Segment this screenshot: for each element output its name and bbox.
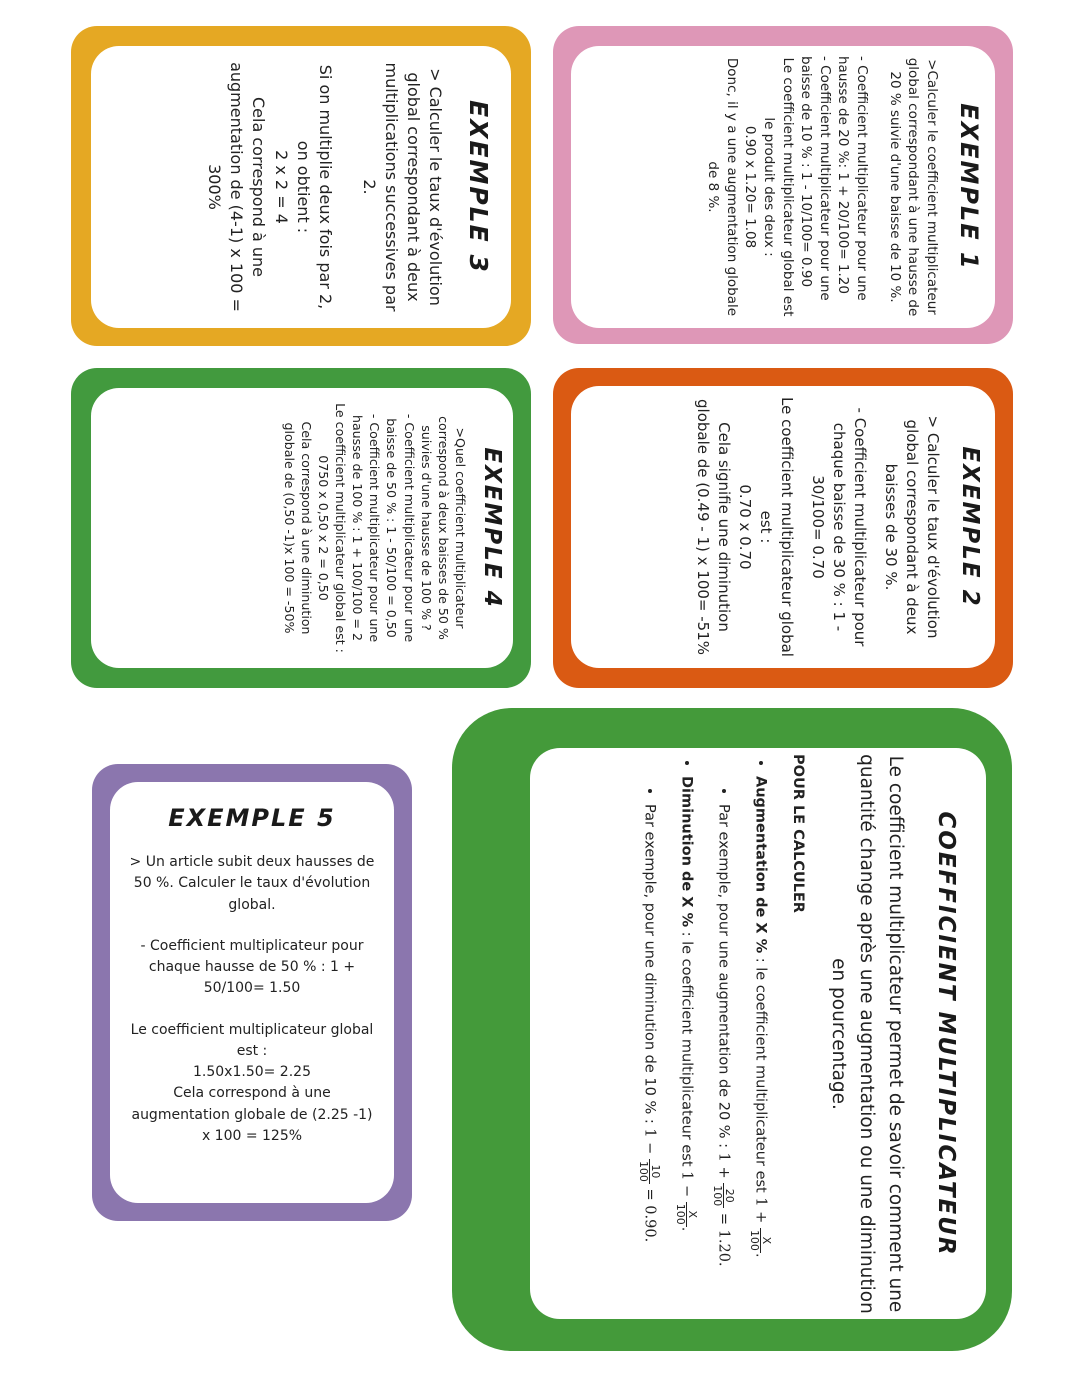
card-exemple-2-content xyxy=(577,395,989,659)
exemple-5-line: Cela correspond à une augmentation globale de (2.25 -1) x 100 = 125% xyxy=(131,1085,373,1144)
card-exemple-4-content xyxy=(97,398,507,658)
exemple-1-line: 0.90 x 1.20= 1.08 xyxy=(742,125,759,249)
exemple-1-line: - Coefficient multiplicateur pour une baisse de 10 % : 1 - 10/100= 0.90 xyxy=(798,56,833,301)
exemple-1-line: Donc, il y a une augmentation globale de 8 %. xyxy=(705,57,740,317)
exemple-4-line: - Coefficient multiplicateur pour une hausse de 100 % : 1 + 100/100 = 2 xyxy=(350,413,383,643)
exemple-5-line: > Un article subit deux hausses de 50 %. Calculer le taux d'évolution global. xyxy=(129,854,375,913)
card-exemple-2 xyxy=(553,368,1013,688)
exemple-1-line: Le coefficient multiplicateur global est le produit des deux : xyxy=(761,57,796,317)
fraction-numerator: X xyxy=(686,1201,698,1226)
fraction-numerator: 10 xyxy=(649,1158,661,1183)
card-exemple-3-inner xyxy=(91,46,511,328)
card-exemple-5-inner xyxy=(110,782,394,1203)
augmentation-example-result: = 1.20. xyxy=(715,1212,732,1267)
exemple-1-line: >Calculer le coefficient multiplicateur global correspondant à une hausse de 20 % suivie d'une baisse de 10 %. xyxy=(886,57,940,317)
exemple-1-title: EXEMPLE 1 xyxy=(955,103,983,271)
exemple-4-line: - Coefficient multiplicateur pour une baisse de 50 % : 1 - 50/100 = 0,50 xyxy=(384,413,417,643)
fraction-numerator: X xyxy=(760,1227,772,1252)
fraction-denominator: 100 xyxy=(637,1160,651,1182)
card-exemple-1-content xyxy=(577,56,989,318)
card-coefficient-multiplicateur xyxy=(452,708,1012,1351)
exemple-4-line: Le coefficient multiplicateur global est : xyxy=(333,403,349,653)
exemple-2-title: EXEMPLE 2 xyxy=(957,446,983,608)
exemple-4-line: Cela correspond à une diminution globale de (0,50 -1)x 100 = -50% xyxy=(281,421,314,635)
diminution-label: Diminution de X % xyxy=(678,775,695,927)
diminution-formula: 1 − xyxy=(678,1170,695,1197)
card-exemple-3-content xyxy=(101,56,501,318)
diminution-example-text: Par exemple, pour une diminution de 10 % : xyxy=(641,803,658,1128)
exemple-4-title: EXEMPLE 4 xyxy=(479,447,505,609)
exemple-2-line: Cela signifie une diminution globale de (0.49 - 1) x 100= -51% xyxy=(694,399,733,655)
exemple-5-line: Le coefficient multiplicateur global est : xyxy=(130,1021,374,1059)
fraction-denominator: 100 xyxy=(711,1184,725,1206)
card-main-content xyxy=(533,754,983,1314)
exemple-2-line: Le coefficient multiplicateur global est : xyxy=(757,397,796,657)
card-exemple-1-inner xyxy=(571,46,995,328)
diminution-text: : le coefficient multiplicateur est xyxy=(678,926,695,1171)
augmentation-label: Augmentation de X % xyxy=(752,775,769,953)
main-title: COEFFICIENT MULTIPLICATEUR xyxy=(933,810,959,1257)
diminution-example-formula: 1 − xyxy=(641,1127,658,1154)
calc-heading: POUR LE CALCULER xyxy=(789,753,806,913)
card-exemple-4 xyxy=(71,368,531,688)
diminution-fraction xyxy=(675,1201,698,1226)
main-intro: Le coefficient multiplicateur permet de savoir comment une quantité change après une augmentation ou une diminution en pourcentage. xyxy=(827,753,906,1314)
diminution-example-fraction xyxy=(638,1158,661,1183)
exemple-4-line: 0750 x 0,50 x 2 = 0,50 xyxy=(316,455,331,601)
exemple-2-line: > Calculer le taux d'évolution global correspondant à deux baisses de 30 %. xyxy=(882,415,942,639)
exemple-5-line xyxy=(126,1000,378,1020)
card-exemple-4-inner xyxy=(91,388,513,668)
diminution-example-result: = 0.90. xyxy=(641,1188,658,1242)
fraction-denominator: 100 xyxy=(674,1203,688,1225)
exemple-5-line: 1.50x1.50= 2.25 xyxy=(193,1064,311,1081)
exemple-3-line: > Calculer le taux d'évolution global correspondant à deux multiplications successives par 2. xyxy=(359,62,445,312)
exemple-1-line: - Coefficient multiplicateur pour une hausse de 20 %: 1 + 20/100= 1.20 xyxy=(835,56,871,301)
card-exemple-3 xyxy=(71,26,531,346)
card-exemple-5 xyxy=(92,764,412,1221)
card-main-inner xyxy=(530,748,986,1319)
exemple-1-line xyxy=(871,56,885,318)
exemple-3-line: Si on multiplie deux fois par 2, on obtient : xyxy=(293,64,335,310)
fraction-numerator: 20 xyxy=(723,1183,735,1208)
exemple-5-title: EXEMPLE 5 xyxy=(168,804,336,832)
diminution-rule: • Diminution de X % : le coefficient multiplicateur est 1 − X 100 . xyxy=(675,776,698,1314)
exemple-5-line xyxy=(126,916,378,936)
augmentation-example xyxy=(712,804,735,1314)
augmentation-fraction xyxy=(749,1227,772,1252)
exemple-3-line: 2 x 2 = 4 xyxy=(271,150,291,224)
exemple-5-line: - Coefficient multiplicateur pour chaque hausse de 50 % : 1 + 50/100= 1.50 xyxy=(140,937,364,997)
exemple-2-line: - Coefficient multiplicateur pour chaque baisse de 30 % : 1 - 30/100= 0.70 xyxy=(809,407,869,647)
augmentation-formula: 1 + xyxy=(752,1196,769,1223)
diminution-example xyxy=(638,804,661,1314)
augmentation-example-fraction xyxy=(712,1183,735,1208)
card-exemple-1 xyxy=(553,26,1013,344)
fraction-denominator: 100 xyxy=(748,1229,762,1251)
exemple-3-line: Cela correspond à une augmentation de (4-1) x 100 = 300% xyxy=(205,62,269,312)
card-exemple-2-inner xyxy=(571,386,995,668)
exemple-4-line: >Quel coefficient multiplicateur correspond à deux baisses de 50 % suivies d'une hausse de 100 % ? xyxy=(418,416,468,640)
augmentation-text: : le coefficient multiplicateur est xyxy=(752,952,769,1197)
exemple-2-line: 0.70 x 0.70 xyxy=(736,484,754,570)
exemple-3-line xyxy=(336,56,358,318)
augmentation-rule: • Augmentation de X % : le coefficient multiplicateur est 1 + X 100 . xyxy=(749,776,772,1314)
exemple-3-title: EXEMPLE 3 xyxy=(464,100,493,274)
augmentation-example-formula: 1 + xyxy=(715,1152,732,1179)
augmentation-example-text: Par exemple, pour une augmentation de 20 % : xyxy=(715,803,732,1153)
